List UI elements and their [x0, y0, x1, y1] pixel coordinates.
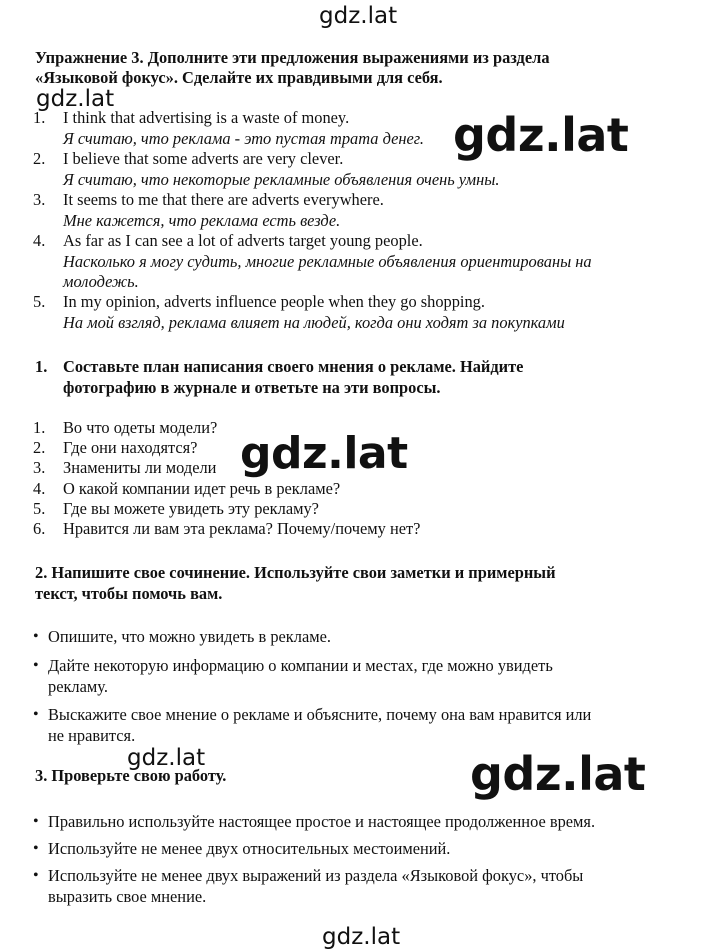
watermark-center: gdz.lat — [240, 428, 408, 479]
task2-heading-line2: текст, чтобы помочь вам. — [35, 584, 223, 603]
question-text: О какой компании идет речь в рекламе? — [63, 479, 341, 498]
question-number: 5. — [33, 499, 46, 518]
question-number: 3. — [33, 458, 46, 477]
item-number: 1. — [33, 108, 46, 127]
task3-bullet-text: Используйте не менее двух выражений из раздела «Языковой фокус», чтобы — [48, 866, 584, 885]
watermark-top: gdz.lat — [319, 3, 398, 29]
task2-bullet-text-continued: не нравится. — [48, 726, 136, 745]
bullet-icon: • — [33, 840, 39, 857]
question-text: Где вы можете увидеть эту рекламу? — [63, 499, 319, 518]
item-english: I think that advertising is a waste of money. — [63, 108, 350, 127]
bullet-icon: • — [33, 813, 39, 830]
item-number: 4. — [33, 231, 46, 250]
item-russian: Насколько я могу судить, многие рекламные объявления ориентированы на — [63, 252, 592, 271]
task3-bullet-text: Используйте не менее двух относительных местоимений. — [48, 839, 451, 858]
item-english: It seems to me that there are adverts everywhere. — [63, 190, 384, 209]
item-english: In my opinion, adverts influence people when they go shopping. — [63, 292, 485, 311]
item-number: 3. — [33, 190, 46, 209]
item-number: 2. — [33, 149, 46, 168]
task2-bullet-text: Опишите, что можно увидеть в рекламе. — [48, 627, 331, 646]
watermark-left-upper: gdz.lat — [36, 86, 115, 112]
exercise3-heading-line1: Упражнение 3. Дополните эти предложения выражениями из раздела — [35, 48, 550, 67]
item-russian-continued: молодежь. — [63, 272, 139, 291]
item-russian: Мне кажется, что реклама есть везде. — [63, 211, 341, 230]
task1-number: 1. — [35, 357, 48, 376]
question-number: 2. — [33, 438, 46, 457]
item-russian: На мой взгляд, реклама влияет на людей, когда они ходят за покупками — [63, 313, 565, 332]
watermark-bottom: gdz.lat — [322, 924, 401, 950]
item-english: As far as I can see a lot of adverts target young people. — [63, 231, 423, 250]
task1-heading-line2: фотографию в журнале и ответьте на эти вопросы. — [63, 378, 441, 397]
item-russian: Я считаю, что некоторые рекламные объявления очень умны. — [63, 170, 500, 189]
bullet-icon: • — [33, 867, 39, 884]
question-text: Где они находятся? — [63, 438, 198, 457]
task2-heading-line1: 2. Напишите свое сочинение. Используйте свои заметки и примерный — [35, 563, 556, 582]
question-text: Нравится ли вам эта реклама? Почему/почему нет? — [63, 519, 421, 538]
task3-bullet-text-continued: выразить свое мнение. — [48, 887, 207, 906]
watermark-right-upper: gdz.lat — [453, 108, 629, 162]
question-number: 6. — [33, 519, 46, 538]
task1-heading-line1: Составьте план написания своего мнения о рекламе. Найдите — [63, 357, 524, 376]
bullet-icon: • — [33, 628, 39, 645]
task2-bullet-text-continued: рекламу. — [48, 677, 108, 696]
watermark-right-lower: gdz.lat — [470, 747, 646, 801]
bullet-icon: • — [33, 657, 39, 674]
item-english: I believe that some adverts are very clever. — [63, 149, 344, 168]
question-number: 1. — [33, 418, 46, 437]
item-russian: Я считаю, что реклама - это пустая трата денег. — [63, 129, 425, 148]
task3-bullet-text: Правильно используйте настоящее простое и настоящее продолженное время. — [48, 812, 596, 831]
task2-bullet-text: Дайте некоторую информацию о компании и местах, где можно увидеть — [48, 656, 553, 675]
task2-bullet-text: Выскажите свое мнение о рекламе и объясните, почему она вам нравится или — [48, 705, 592, 724]
bullet-icon: • — [33, 706, 39, 723]
question-number: 4. — [33, 479, 46, 498]
task3-heading: 3. Проверьте свою работу. — [35, 766, 227, 785]
question-text: Знамениты ли модели — [63, 458, 217, 477]
item-number: 5. — [33, 292, 46, 311]
watermark-left-lower: gdz.lat — [127, 745, 206, 771]
question-text: Во что одеты модели? — [63, 418, 218, 437]
exercise3-heading-line2: «Языковой фокус». Сделайте их правдивыми для себя. — [35, 68, 443, 87]
